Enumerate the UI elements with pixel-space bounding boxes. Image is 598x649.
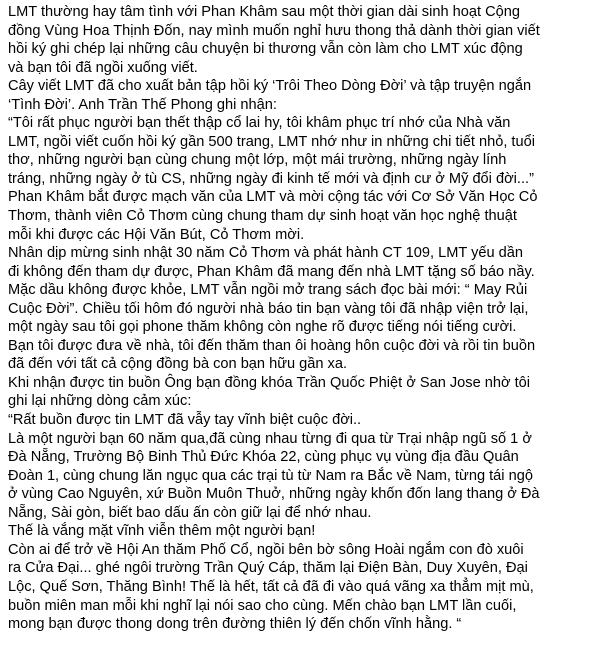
text-line-9: thơ, những người bạn cùng chung một lớp, một mái trường, những ngày lính: [8, 152, 507, 169]
text-line-5: Cây viết LMT đã cho xuất bản tập hồi ký ‘Trôi Theo Dòng Đời’ và tập truyện ngắn: [8, 78, 532, 95]
text-line-20: đã đến với tất cả cộng đồng bà con bạn hữu gần xa.: [8, 356, 348, 373]
text-line-3: hồi ký ghi chép lại những câu chuyện bi thương vẫn còn làm cho LMT xúc động: [8, 41, 523, 58]
text-line-4: và bạn tôi đã ngồi xuống viết.: [8, 59, 198, 76]
text-line-23: “Rất buồn được tin LMT đã vẫy tay vĩnh biệt cuộc đời..: [8, 412, 362, 429]
text-line-22: ghi lại những dòng cảm xúc:: [8, 393, 192, 410]
text-line-11: Phan Khâm bắt được mạch văn của LMT và mời cộng tác với Cơ Sở Văn Học Cỏ: [8, 189, 538, 206]
text-line-18: một ngày sau tôi gọi phone thăm không còn nghe rõ được tiếng nói tiếng cười.: [8, 319, 517, 336]
text-line-15: đi không đến tham dự được, Phan Khâm đã mang đến nhà LMT tặng số báo nầy.: [8, 263, 535, 280]
text-line-2: đồng Vùng Hoa Thịnh Đốn, nay mình muốn nghỉ hưu thong thả dành thời gian viết: [8, 22, 540, 39]
text-line-21: Khi nhận được tin buồn Ông bạn đồng khóa Trần Quốc Phiệt ở San Jose nhờ tôi: [8, 374, 531, 391]
text-line-19: Bạn tôi được đưa về nhà, tôi đến thăm than ôi hoàng hôn cuộc đời và rồi tin buồn: [8, 337, 536, 354]
text-line-27: ở vùng Cao Nguyên, xứ Buồn Muôn Thuở, những ngày khốn đốn lang thang ở Đà: [8, 486, 540, 503]
text-line-1: LMT thường hay tâm tình với Phan Khâm sau một thời gian dài sinh hoạt Cộng: [8, 4, 520, 20]
text-line-34: mong bạn được thong dong trên đường thiên lý đến chốn vĩnh hằng. “: [8, 616, 462, 633]
text-line-26: Đoàn 1, cùng chung lăn ngục qua các trại tù từ Nam ra Bắc về Nam, từng tái ngộ: [8, 467, 533, 484]
text-line-32: Lộc, Quế Sơn, Thăng Bình! Thế là hết, tất cả đã đi vào quá vãng xa thẳm mịt mù,: [8, 578, 534, 595]
text-line-8: LMT, ngồi viết cuốn hồi ký gần 500 trang, LMT nhớ như in những chi tiết nhỏ, tuổi: [8, 133, 535, 150]
text-line-25: Đà Nẵng, Trường Bộ Binh Thủ Đức Khóa 22, cùng phục vụ vùng địa đầu Quân: [8, 449, 519, 466]
text-line-7: “Tôi rất phục người bạn thết thập cổ lai hy, tôi khâm phục trí nhớ của Nhà văn: [8, 115, 511, 132]
document-text: [8, 3, 594, 634]
text-line-17: Cuộc Đời”. Chiều tối hôm đó người nhà báo tin bạn vàng tôi đã nhập viện trở lại,: [8, 300, 529, 317]
text-line-16: Mặc dầu không được khỏe, LMT vẫn ngồi mở trang sách đọc bài mới: “ May Rủi: [8, 282, 528, 299]
text-line-29: Thế là vắng mặt vĩnh viễn thêm một người bạn!: [8, 523, 316, 540]
text-line-6: ‘Tình Đời’. Anh Trần Thế Phong ghi nhận:: [8, 96, 277, 113]
text-line-14: Nhân dịp mừng sinh nhật 30 năm Cỏ Thơm và phát hành CT 109, LMT yếu dần: [8, 245, 524, 262]
text-line-31: ra Cửa Đại... ghé ngôi trường Trần Quý Cáp, thăm lại Điện Bàn, Duy Xuyên, Đại: [8, 560, 528, 577]
text-line-12: Thơm, thành viên Cỏ Thơm cùng chung tham dự sinh hoạt văn học nghệ thuật: [8, 208, 517, 225]
text-line-24: Là một người bạn 60 năm qua,đã cùng nhau từng đi qua từ Trại nhập ngũ số 1 ở: [8, 430, 532, 447]
text-line-13: mỗi khi được các Hội Văn Bút, Cỏ Thơm mời.: [8, 226, 305, 243]
text-line-30: Còn ai để trở về Hội An thăm Phố Cổ, ngồi bên bờ sông Hoài ngắm con đò xuôi: [8, 541, 524, 558]
text-line-28: Nẵng, Sài gòn, biết bao dấu ấn còn giữ lại để nhớ nhau.: [8, 504, 372, 521]
text-line-10: tráng, những ngày ở tù CS, những ngày đi kinh tế mới và định cư ở Mỹ đổi đời...”: [8, 170, 534, 187]
text-line-33: buồn miên man mỗi khi nghĩ lại nói sao cho cùng. Mến chào bạn LMT lần cuối,: [8, 597, 517, 614]
